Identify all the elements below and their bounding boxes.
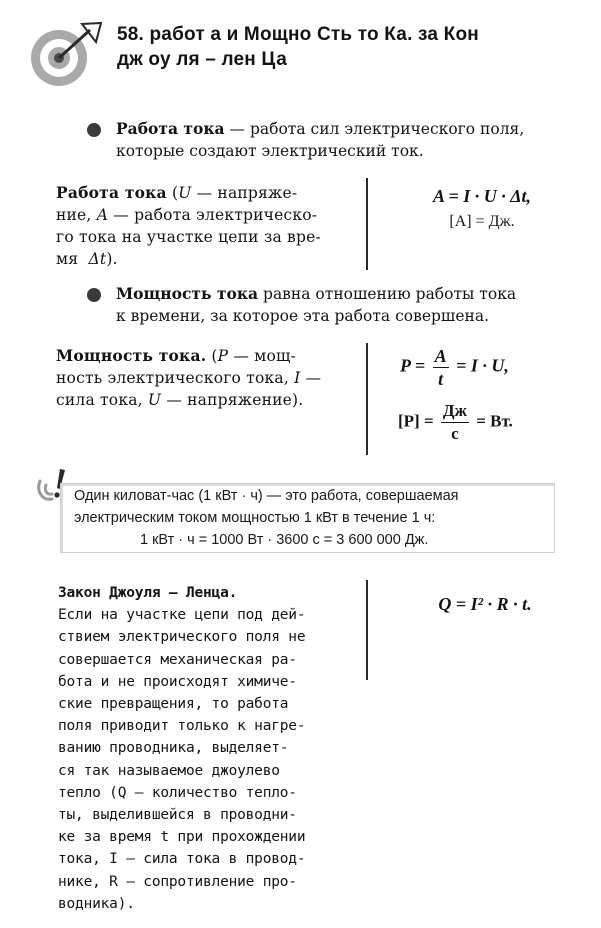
work-explanation (56, 182, 356, 270)
power-line-3: сила тока, U — напряжение). (56, 391, 304, 409)
power-formula (400, 345, 580, 390)
title-line-1: 58. работ а и Мощно Сть то Ка. за Кон (117, 24, 479, 45)
bullet-icon (87, 123, 101, 137)
work-formula (392, 186, 572, 231)
joule-line: ские превращения, то работа (58, 696, 289, 713)
joule-title: Закон Джоуля – Ленца. (58, 585, 238, 601)
joule-line: ке за время t при прохождении (58, 829, 306, 846)
joule-line: ты, выделившейся в проводни- (58, 807, 297, 824)
definition-work (116, 118, 586, 162)
joule-explanation (58, 582, 358, 915)
work-formula-line: A = I · U · Δt, (432, 186, 532, 206)
definition-power-line2: к времени, за которое эта работа совершена. (116, 307, 489, 325)
joule-line: нике, R — сопротивление про- (58, 873, 297, 890)
work-unit-line: [A] = Дж. (449, 213, 515, 230)
note-line-3: 1 кВт · ч = 1000 Вт · 3600 с = 3 600 000 Дж. (140, 532, 429, 548)
definition-power-term: Мощность тока (116, 284, 259, 303)
joule-line: бота и не происходят химиче- (58, 673, 297, 690)
definition-power-rest: равна отношению работы тока (258, 285, 517, 303)
work-line-1: Работа тока (U — напряже- (56, 183, 298, 202)
power-unit-formula (398, 400, 578, 445)
joule-line: ванию проводника, выделяет- (58, 740, 289, 757)
bullet-icon (87, 288, 101, 302)
power-denominator: t (438, 369, 444, 389)
note-line-2: электрическим током мощностью 1 кВт в течение 1 ч: (74, 510, 436, 526)
definition-work-term: Работа тока (116, 119, 225, 138)
power-lhs: P = (400, 355, 426, 376)
power-unit-lhs: [P] = (398, 411, 434, 431)
power-unit-rhs: = Вт. (476, 411, 513, 431)
note-text (74, 485, 564, 551)
power-line-2: ность электрического тока, I — (56, 369, 322, 387)
work-line-3: го тока на участке цепи за вре- (56, 228, 321, 246)
definition-work-rest: — работа сил электрического поля, (224, 120, 525, 138)
joule-line: тока, I — сила тока в провод- (58, 851, 306, 868)
title-line-2: дж оу ля – лен Ца (117, 49, 287, 70)
joule-line: ся так называемое джоулево (58, 762, 280, 779)
divider-line (366, 178, 368, 270)
work-line-4: мя Δt). (56, 250, 118, 268)
definition-power (116, 283, 586, 327)
note-line-1: Один киловат-час (1 кВт · ч) — это работа, совершаемая (74, 488, 459, 504)
joule-line: водника). (58, 895, 135, 912)
joule-line: Если на участке цепи под дей- (58, 607, 306, 624)
page-title (117, 22, 587, 72)
definition-work-line2: которые создают электрический ток. (116, 142, 424, 160)
power-rhs: = I · U, (456, 355, 509, 376)
divider-line (366, 580, 368, 680)
target-arrow-icon (26, 20, 106, 90)
divider-line (366, 343, 368, 455)
joule-line: совершается механическая ра- (58, 651, 297, 668)
joule-line: поля приводит только к нагре- (58, 718, 306, 735)
power-unit-denominator: с (451, 424, 459, 443)
joule-line: ствием электрического поля не (58, 629, 306, 646)
power-unit-numerator: Дж (441, 400, 469, 423)
joule-formula: Q = I² · R · t. (438, 594, 532, 614)
power-line-1: Мощность тока. (P — мощ- (56, 346, 297, 365)
joule-line: тепло (Q — количество тепло- (58, 784, 297, 801)
power-numerator: A (434, 346, 447, 366)
power-explanation (56, 345, 356, 411)
work-line-2: ние, A — работа электрическо- (56, 206, 318, 224)
